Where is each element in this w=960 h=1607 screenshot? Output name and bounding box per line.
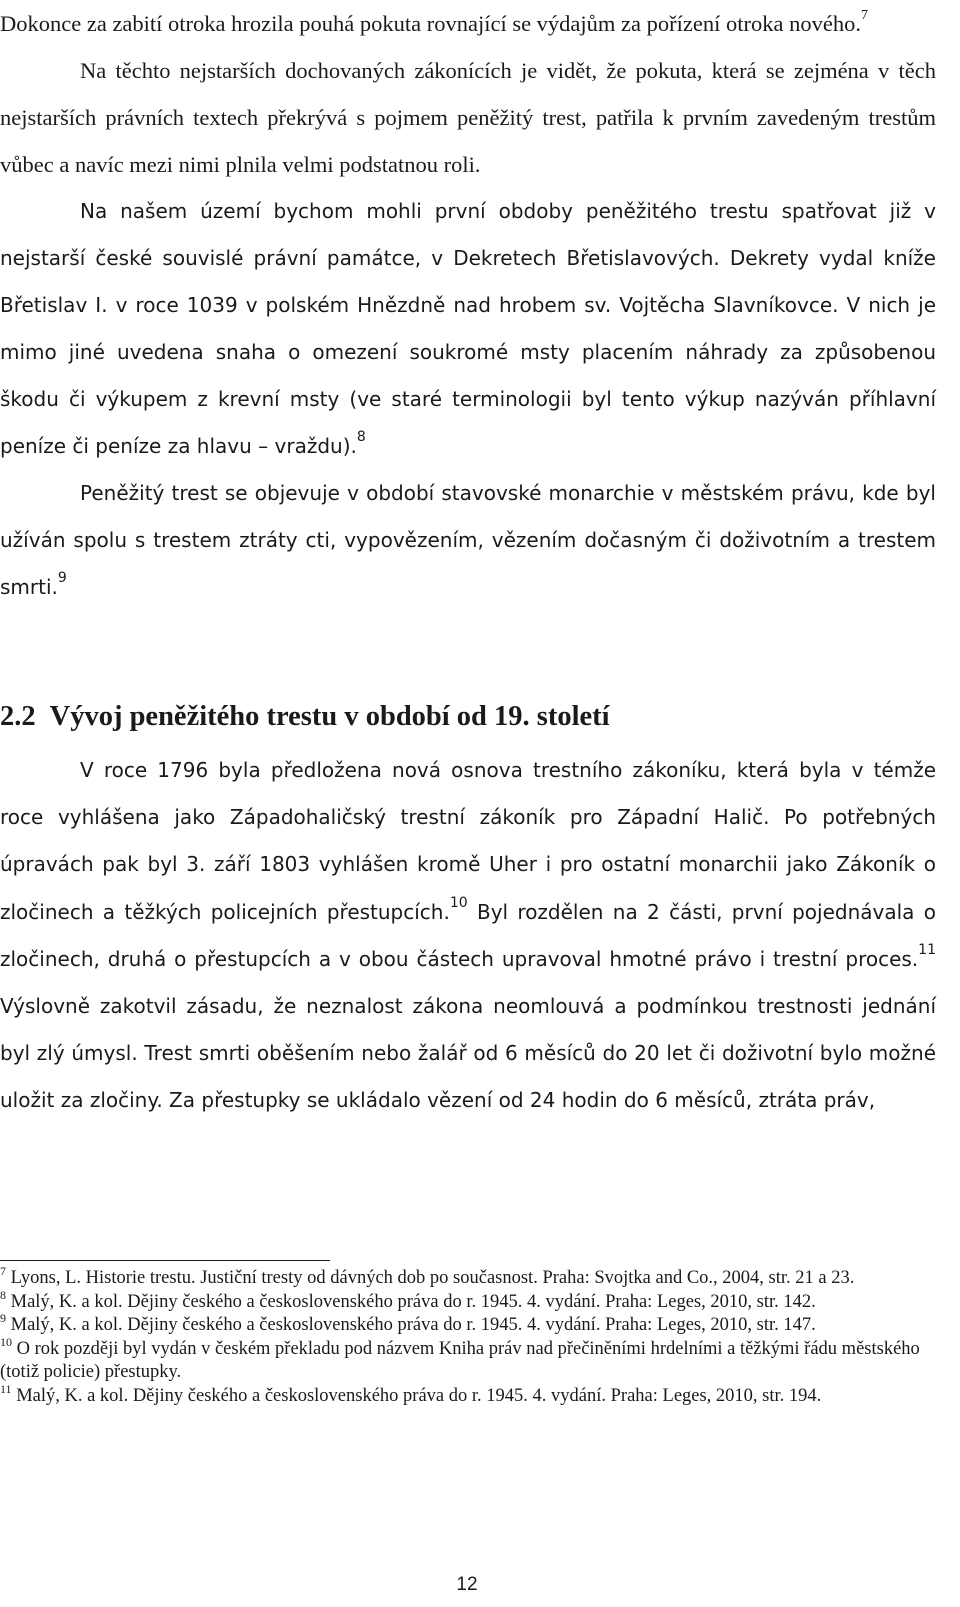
footnote-number: 11 [0, 1381, 12, 1396]
body-text [0, 0, 936, 611]
footnote: $^{11}$ Malý, K. a kol. Dějiny českého a československého práva do r. 1945. 4. vydání. Praha: Leges, 2010, str. 194. [0, 1381, 822, 1406]
paragraph: Na těchto nejstarších dochovaných zákonících je vidět, že pokuta, která se zejména v těch nejstarších právních textech překrývá s pojmem peněžitý trest, patřila k prvním zavedeným trestům vůbec a navíc mezi nimi plnila velmi podstatnou roli. [0, 58, 936, 177]
footnote-ref: 7 [860, 8, 868, 23]
footnote-ref: 8 [356, 429, 366, 445]
footnote-ref: 9 [57, 570, 67, 586]
footnote: $^7$ Lyons, L. Historie trestu. Justiční tresty od dávných dob po současnost. Praha: Svojtka and Co., 2004, str. 21 a 23. [0, 1264, 855, 1288]
section-heading [0, 693, 936, 740]
paragraph: V roce 1796 byla předložena nová osnova trestního zákoníku, která byla v témže roce vyhlášena jako Západohaličský trestní zákoník pro Západní Halič. Po potřebných úpravách pak byl 3. září 1803 vyhlášen kromě Uher i pro ostatní monarchii jako Zákoník o zločinech a těžkých policejních přestupcích.$^{10}$ Byl rozdělen na 2 části, první pojednávala o zločinech, druhá o přestupcích a v obou částech upravoval hmotné právo i trestní proces.$^{11}$ Výslovně zakotvil zásadu, že neznalost zákona neomlouvá a podmínkou trestnosti jednání byl zlý úmysl. Trest smrti oběšením nebo žalář od 6 měsíců do 20 let či doživotní bylo možné uložit za zločiny. Za přestupky se ukládalo vězení od 24 hodin do 6 měsíců, ztráta práv, [0, 758, 936, 1113]
footnotes [0, 1264, 920, 1409]
footnote-number: 7 [0, 1264, 6, 1278]
paragraph: Dokonce za zabití otroka hrozila pouhá pokuta rovnající se výdajům za pořízení otroka nového.$^7$ [0, 8, 868, 36]
section-number: 2.2 [0, 701, 36, 732]
footnote: $^{10}$ O rok později byl vydán v českém překladu pod názvem Kniha práv nad přečiněními hrdelními a těžkými řádu městského (totiž policie) přestupky. [0, 1334, 920, 1383]
section-title: Vývoj peněžitého trestu v období od 19. století [49, 701, 610, 732]
paragraph: Peněžitý trest se objevuje v období stavovské monarchie v městském právu, kde byl užíván spolu s trestem ztráty cti, vypovězením, vězením dočasným či doživotním a trestem smrti.$^9$ [0, 481, 936, 599]
footnote-ref: 11 [918, 941, 936, 958]
section-body [0, 747, 936, 1125]
footnote-divider [0, 1260, 330, 1261]
footnote: $^8$ Malý, K. a kol. Dějiny českého a československého práva do r. 1945. 4. vydání. Praha: Leges, 2010, str. 142. [0, 1287, 816, 1312]
page-number: 12 [456, 1574, 478, 1595]
paragraph: Na našem území bychom mohli první obdoby peněžitého trestu spatřovat již v nejstarší české souvislé právní památce, v Dekretech Břetislavových. Dekrety vydal kníže Břetislav I. v roce 1039 v polském Hnězdně nad hrobem sv. Vojtěcha Slavníkovce. V nich je mimo jiné uvedena snaha o omezení soukromé msty placením náhrady za způsobenou škodu či výkupem z krevní msty (ve staré terminologii byl tento výkup nazýván příhlavní peníze či peníze za hlavu – vraždu).$^8$ [0, 199, 936, 458]
footnote-number: 10 [0, 1334, 12, 1349]
footnote-ref: 10 [449, 894, 468, 911]
footnote-number: 9 [0, 1311, 6, 1326]
footnote-number: 8 [0, 1287, 6, 1302]
footnote: $^9$ Malý, K. a kol. Dějiny českého a československého práva do r. 1945. 4. vydání. Praha: Leges, 2010, str. 147. [0, 1311, 816, 1336]
